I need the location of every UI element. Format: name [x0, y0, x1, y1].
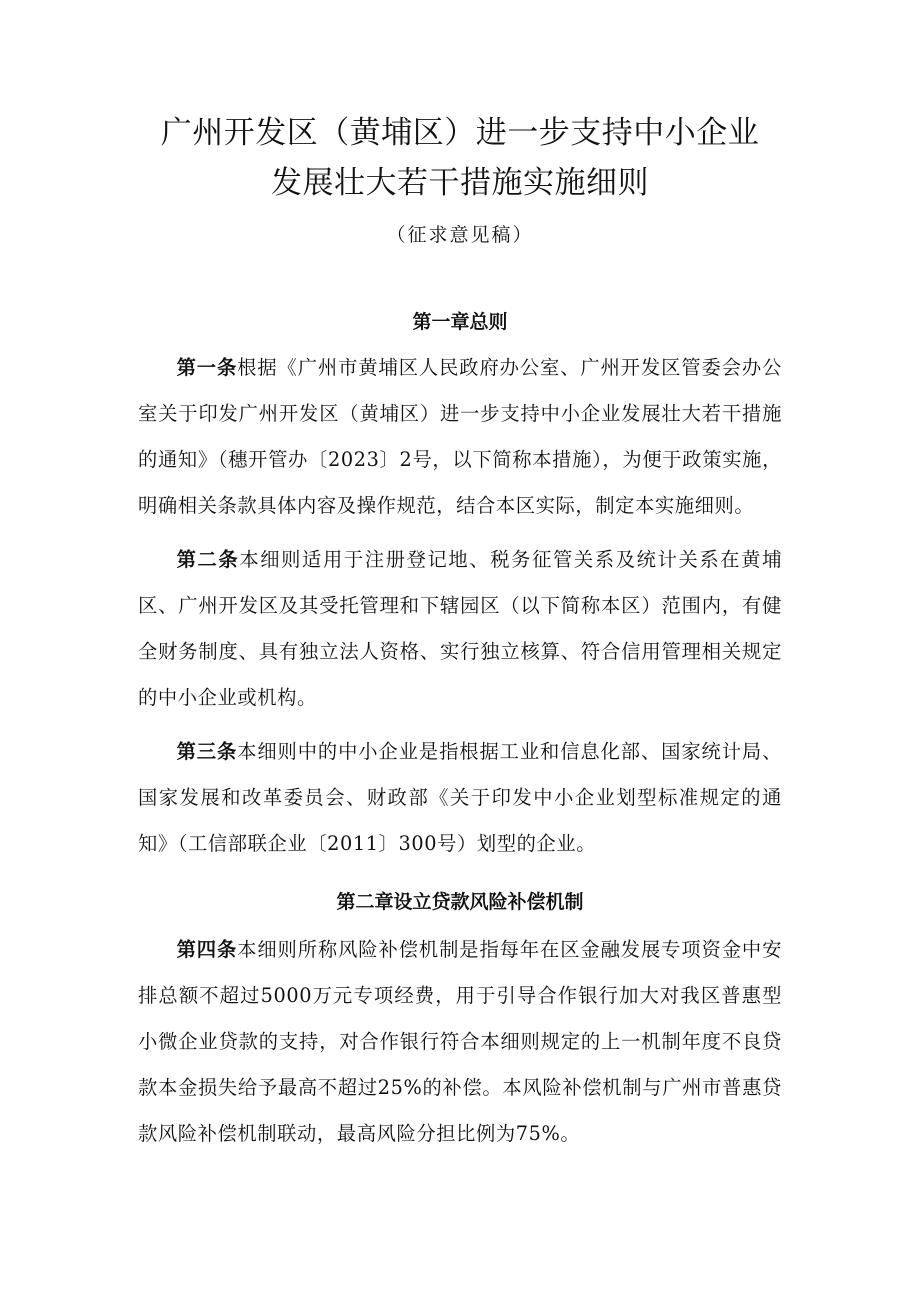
- article-label-4: 第四条: [176, 938, 238, 961]
- article-label-2: 第二条: [176, 548, 240, 571]
- title-line-1: 广州开发区（黄埔区）进一步支持中小企业: [160, 115, 760, 151]
- article-paragraph-1: [138, 345, 782, 529]
- article-text-3: 本细则中的中小企业是指根据工业和信息化部、国家统计局、国家发展和改革委员会、财政部《关于印发中小企业划型标准规定的通知》（工信部联企业〔2011〕300号）划型的企业。: [138, 740, 782, 855]
- article-text-2: 本细则适用于注册登记地、税务征管关系及统计关系在黄埔区、广州开发区及其受托管理和下辖园区（以下简称本区）范围内，有健全财务制度、具有独立法人资格、实行独立核算、符合信用管理相关规定的中小企业或机构。: [138, 548, 782, 709]
- article-text-1: 根据《广州市黄埔区人民政府办公室、广州开发区管委会办公室关于印发广州开发区（黄埔区）进一步支持中小企业发展壮大若干措施的通知》（穗开管办〔2023〕2号，以下简称本措施），为便于政策实施，明确相关条款具体内容及操作规范，结合本区实际，制定本实施细则。: [138, 356, 782, 517]
- article-label-1: 第一条: [176, 356, 238, 379]
- document-subtitle: （征求意见稿）: [386, 224, 534, 246]
- chapter-heading-1: 第一章总则: [412, 311, 508, 333]
- document-title: [138, 108, 782, 208]
- article-text-4: 本细则所称风险补偿机制是指每年在区金融发展专项资金中安排总额不超过5000万元专项经费，用于引导合作银行加大对我区普惠型小微企业贷款的支持，对合作银行符合本细则规定的上一机制年度不良贷款本金损失给予最高不超过25%的补偿。本风险补偿机制与广州市普惠贷款风险补偿机制联动，最高风险分担比例为75%。: [138, 938, 782, 1145]
- article-paragraph-2: [138, 537, 782, 721]
- article-paragraph-4: [138, 927, 782, 1157]
- chapter-heading-2: 第二章设立贷款风险补偿机制: [336, 891, 584, 913]
- article-label-3: 第三条: [176, 740, 238, 763]
- article-paragraph-3: [138, 729, 782, 867]
- title-line-2: 发展壮大若干措施实施细则: [271, 165, 649, 201]
